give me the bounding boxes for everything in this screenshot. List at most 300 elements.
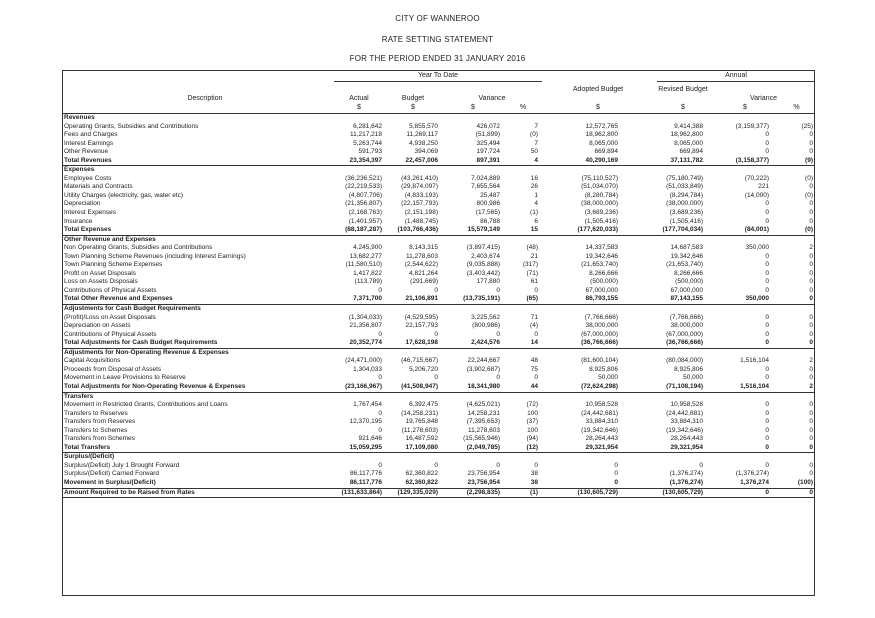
table-row — [62, 357, 815, 366]
revised-budget-header: Revised Budget — [658, 86, 708, 93]
row-value: (46,715,667) — [401, 357, 438, 365]
variance-header: Variance — [478, 95, 506, 102]
row-value: 0 — [765, 148, 769, 156]
row-value: 19,765,848 — [405, 418, 438, 426]
row-label: Depreciation — [64, 200, 101, 208]
row-value: 5,855,570 — [409, 122, 438, 130]
variance-dollar-unit: $ — [471, 104, 475, 111]
row-value: 19,342,646 — [585, 252, 618, 260]
row-value: 23,756,954 — [440, 479, 502, 488]
row-value: (51,034,070) — [581, 183, 618, 191]
row-value: (4) — [530, 322, 538, 330]
row-value — [502, 348, 540, 357]
row-value: 0 — [771, 339, 815, 348]
row-value — [540, 166, 620, 175]
row-label: Other Revenue — [64, 148, 109, 156]
row-value: 38,000,000 — [585, 322, 618, 330]
ytd-group-header: Year To Date — [417, 72, 459, 79]
row-value: 0 — [534, 374, 538, 382]
table-row — [62, 261, 815, 270]
row-label: Transfers to Schemes — [64, 426, 128, 434]
row-value — [332, 166, 384, 175]
row-value: 0 — [534, 461, 538, 469]
table-row — [62, 322, 815, 331]
variance-percent-unit: % — [519, 104, 527, 111]
row-value: 67,000,000 — [585, 286, 618, 294]
row-value: (129,335,029) — [384, 488, 440, 498]
row-value: 6 — [534, 217, 538, 225]
row-label: Utility Charges (electricity, gas, water etc) — [64, 191, 184, 199]
row-value — [705, 114, 771, 123]
row-value: (0) — [771, 226, 815, 235]
row-value: (130,605,729) — [540, 488, 620, 498]
row-value: 11,217,218 — [349, 131, 382, 139]
row-value: 50,000 — [598, 374, 618, 382]
row-value: 11,278,603 — [467, 426, 500, 434]
row-value: 0 — [809, 401, 813, 409]
actual-unit: $ — [357, 104, 361, 111]
row-value: 0 — [765, 269, 769, 277]
row-value: 0 — [765, 401, 769, 409]
row-value: (500,000) — [590, 278, 618, 286]
row-value — [440, 453, 502, 462]
row-value — [332, 305, 384, 314]
row-label: Total Expenses — [62, 226, 332, 235]
row-value: (3,403,442) — [466, 269, 500, 277]
annual-variance-header: Variance — [749, 95, 778, 102]
row-label: Town Planning Scheme Revenues (including Interest Earnings) — [64, 252, 246, 260]
row-value: 0 — [809, 261, 813, 269]
row-value: (14,258,231) — [401, 409, 438, 417]
row-value: 0 — [765, 435, 769, 443]
row-value: 86,793,155 — [540, 295, 620, 304]
row-value: 11,269,117 — [406, 131, 438, 139]
row-value — [620, 392, 705, 401]
row-label: Interest Expenses — [64, 209, 117, 217]
row-value: (36,236,521) — [345, 174, 382, 182]
row-value — [705, 392, 771, 401]
table-row — [62, 401, 815, 410]
table-row — [62, 148, 815, 157]
row-value: 0 — [765, 461, 769, 469]
table-row — [62, 427, 815, 436]
row-label: Materials and Contracts — [64, 183, 133, 191]
row-value: (1,401,957) — [348, 217, 382, 225]
row-value — [705, 305, 771, 314]
row-value: (3,902,687) — [466, 365, 500, 373]
row-value: 0 — [765, 261, 769, 269]
row-value: 0 — [809, 470, 813, 478]
row-value: 1,304,033 — [353, 365, 382, 373]
row-value: 7,371,700 — [332, 295, 384, 304]
row-value: (21,356,807) — [345, 200, 382, 208]
row-label: Fees and Charges — [64, 131, 118, 139]
row-value: 0 — [765, 217, 769, 225]
row-value: 6,281,642 — [353, 122, 382, 130]
group-header-rule — [334, 81, 542, 82]
row-value: 0 — [809, 139, 813, 147]
row-value: (81,600,104) — [581, 357, 618, 365]
description-header: Description — [187, 95, 223, 102]
total-row — [62, 226, 815, 235]
total-row — [62, 479, 815, 488]
row-value: 0 — [809, 374, 813, 382]
adopted-budget-header: Adopted Budget — [572, 86, 624, 93]
row-value: 0 — [765, 200, 769, 208]
table-row — [62, 253, 815, 262]
row-value: (65) — [502, 295, 540, 304]
row-value: 33,884,310 — [670, 418, 703, 426]
table-row — [62, 287, 815, 296]
row-value — [705, 348, 771, 357]
row-value — [332, 114, 384, 123]
row-label: (Profit)/Loss on Asset Disposals — [64, 313, 156, 321]
row-value: 0 — [378, 409, 382, 417]
row-value: 61 — [530, 278, 538, 286]
row-label: Operating Grants, Subsidies and Contributions — [64, 122, 199, 130]
row-value: 0 — [809, 217, 813, 225]
row-value: 71 — [530, 313, 538, 321]
row-value — [440, 114, 502, 123]
row-value: 0 — [705, 444, 771, 453]
row-value: 0 — [765, 365, 769, 373]
row-value — [705, 166, 771, 175]
row-value: (80,084,000) — [666, 357, 703, 365]
row-value: 17,109,080 — [384, 444, 440, 453]
row-value: 10,958,528 — [585, 401, 618, 409]
row-value: 0 — [765, 330, 769, 338]
row-value: 5,206,720 — [409, 365, 438, 373]
row-value — [771, 392, 815, 401]
row-value: (4,625,021) — [466, 401, 500, 409]
annual-group-header: Annual — [725, 72, 747, 79]
row-value: 0 — [765, 426, 769, 434]
row-label: Transfers to Reserves — [64, 409, 128, 417]
table-row — [62, 278, 815, 287]
row-value: (41,508,947) — [384, 383, 440, 392]
table-row — [62, 366, 815, 375]
row-value: 15,059,295 — [332, 444, 384, 453]
row-value: 0 — [378, 461, 382, 469]
row-value: (12) — [502, 444, 540, 453]
section-header-row — [62, 114, 815, 123]
table-row — [62, 192, 815, 201]
row-value: 8,065,000 — [589, 139, 618, 147]
row-value: 75 — [530, 365, 538, 373]
row-value: 0 — [771, 444, 815, 453]
row-value: 86,117,776 — [349, 470, 382, 478]
row-value: (88,187,287) — [332, 226, 384, 235]
row-value: 0 — [434, 374, 438, 382]
row-value — [771, 235, 815, 244]
row-value: 12,370,195 — [349, 418, 382, 426]
row-value: (51,033,849) — [666, 183, 703, 191]
row-value: 0 — [765, 286, 769, 294]
row-value: (7,766,666) — [584, 313, 618, 321]
row-label: Total Other Revenue and Expenses — [62, 295, 332, 304]
row-value: 0 — [705, 488, 771, 498]
row-value: (1,488,745) — [404, 217, 438, 225]
row-value: (29,874,097) — [401, 183, 438, 191]
row-value: (8,280,784) — [584, 191, 618, 199]
row-value: (3,897,415) — [466, 244, 500, 252]
row-label: Transfers — [64, 392, 94, 400]
total-row — [62, 383, 815, 392]
section-header-row — [62, 166, 815, 175]
row-value — [332, 392, 384, 401]
row-label: Proceeds from Disposal of Assets — [64, 365, 162, 373]
row-value: 0 — [809, 278, 813, 286]
row-value: (21,653,740) — [666, 261, 703, 269]
row-value: 14,687,583 — [670, 244, 703, 252]
row-label: Capital Acquisitions — [64, 357, 121, 365]
row-value: 0 — [614, 470, 618, 478]
row-value: 14 — [502, 339, 540, 348]
total-row — [62, 339, 815, 348]
table-row — [62, 123, 815, 132]
row-value: 0 — [434, 461, 438, 469]
row-value: 1,516,104 — [705, 383, 771, 392]
statement-title: RATE SETTING STATEMENT — [381, 35, 494, 44]
row-value: (21,653,740) — [581, 261, 618, 269]
row-value: 2 — [771, 383, 815, 392]
row-value — [332, 453, 384, 462]
row-value: 0 — [540, 479, 620, 488]
row-label: Interest Earnings — [64, 139, 114, 147]
row-value: 0 — [765, 313, 769, 321]
row-value: 3,225,562 — [471, 313, 500, 321]
row-value: 0 — [496, 461, 500, 469]
row-value: 21,356,807 — [349, 322, 382, 330]
row-value: 7 — [534, 122, 538, 130]
row-value — [440, 305, 502, 314]
row-value: 8,266,666 — [589, 269, 618, 277]
row-value: 1,376,274 — [705, 479, 771, 488]
row-value: 4,938,250 — [409, 139, 438, 147]
row-value: 29,321,954 — [620, 444, 705, 453]
row-value: (100) — [771, 479, 815, 488]
row-value: 38 — [530, 470, 538, 478]
table-row — [62, 462, 815, 471]
row-value: 5,263,744 — [353, 139, 382, 147]
row-value: 7,024,889 — [471, 174, 500, 182]
table-row — [62, 314, 815, 323]
row-value: 0 — [378, 374, 382, 382]
table-row — [62, 435, 815, 444]
table-row — [62, 140, 815, 149]
row-value: 325,494 — [476, 139, 500, 147]
row-value: (2,544,622) — [404, 261, 438, 269]
row-value: 21 — [530, 252, 538, 260]
row-value: 100 — [527, 409, 538, 417]
row-value: (1,505,416) — [669, 217, 703, 225]
row-value: (7,395,653) — [466, 418, 500, 426]
row-label: Town Planning Scheme Expenses — [64, 261, 163, 269]
row-value: 350,000 — [705, 295, 771, 304]
row-value: 0 — [765, 278, 769, 286]
statement-table — [62, 114, 815, 498]
row-value: 0 — [809, 409, 813, 417]
row-value: (22,219,533) — [345, 183, 382, 191]
row-value — [440, 235, 502, 244]
row-value: 1,516,104 — [740, 357, 769, 365]
row-value: (1,376,274) — [620, 479, 705, 488]
row-value: 0 — [809, 313, 813, 321]
row-label: Total Transfers — [62, 444, 332, 453]
row-value: (131,633,864) — [332, 488, 384, 498]
row-value: (67,000,000) — [666, 330, 703, 338]
row-value: 0 — [809, 183, 813, 191]
row-value: 86,788 — [480, 217, 500, 225]
row-label: Movement in Restricted Grants, Contributions and Loans — [64, 401, 228, 409]
row-value: 8,925,806 — [589, 365, 618, 373]
row-value: 23,354,397 — [332, 157, 384, 166]
row-value: 1 — [534, 191, 538, 199]
row-value — [502, 305, 540, 314]
row-value — [620, 348, 705, 357]
row-value — [705, 235, 771, 244]
table-row — [62, 418, 815, 427]
row-value: (38,000,000) — [666, 200, 703, 208]
row-value: 221 — [758, 183, 769, 191]
row-value: (22,157,793) — [401, 200, 438, 208]
row-value — [502, 114, 540, 123]
row-value: (130,605,729) — [620, 488, 705, 498]
row-value: (84,001) — [705, 226, 771, 235]
row-label: Amount Required to be Raised from Rates — [62, 488, 332, 498]
row-value: 0 — [705, 339, 771, 348]
row-value: 50,000 — [683, 374, 703, 382]
row-value: 0 — [496, 286, 500, 294]
row-value: 37,131,782 — [620, 157, 705, 166]
row-value: (36,766,666) — [620, 339, 705, 348]
row-value — [620, 305, 705, 314]
row-value: 177,880 — [476, 278, 500, 286]
row-value: (24,442,681) — [666, 409, 703, 417]
row-value: 17,628,198 — [384, 339, 440, 348]
row-value: (4,807,706) — [348, 191, 382, 199]
row-value: 26 — [530, 183, 538, 191]
entity-title: CITY OF WANNEROO — [395, 14, 480, 23]
row-value: 0 — [765, 209, 769, 217]
row-value: 10,958,528 — [670, 401, 703, 409]
row-label: Loss on Assets Disposals — [64, 278, 138, 286]
row-value: 0 — [809, 209, 813, 217]
row-value: 2 — [809, 244, 813, 252]
row-value: 0 — [809, 269, 813, 277]
row-value: 0 — [765, 409, 769, 417]
row-value: 2,424,576 — [440, 339, 502, 348]
row-value: 0 — [765, 139, 769, 147]
row-value: 22,157,793 — [405, 322, 438, 330]
row-value: (0) — [805, 191, 813, 199]
row-label: Total Revenues — [62, 157, 332, 166]
row-value — [540, 305, 620, 314]
row-value: 9,414,388 — [674, 122, 703, 130]
table-row — [62, 270, 815, 279]
row-value: (0) — [530, 131, 538, 139]
row-value — [502, 453, 540, 462]
row-value: 8,143,315 — [409, 244, 438, 252]
row-value: (23,166,967) — [332, 383, 384, 392]
row-value: 11,278,603 — [405, 252, 438, 260]
total-row — [62, 444, 815, 453]
section-header-row — [62, 235, 815, 244]
row-value — [440, 392, 502, 401]
row-value: (113,789) — [354, 278, 382, 286]
row-value: 0 — [809, 426, 813, 434]
row-value: 800,986 — [476, 200, 500, 208]
row-value: 0 — [534, 330, 538, 338]
row-value: 0 — [771, 488, 815, 498]
row-label: Adjustments for Cash Budget Requirements — [64, 305, 201, 313]
table-row — [62, 183, 815, 192]
row-value: (3,159,377) — [735, 122, 769, 130]
row-value — [620, 166, 705, 175]
row-value: 62,360,822 — [384, 479, 440, 488]
row-value: (9) — [771, 157, 815, 166]
row-value: 1,767,454 — [353, 401, 382, 409]
row-value: 50 — [530, 148, 538, 156]
row-value: 0 — [809, 252, 813, 260]
row-value: 0 — [809, 200, 813, 208]
row-value: (317) — [522, 261, 538, 269]
row-value: (19,342,646) — [666, 426, 703, 434]
row-value: 38 — [502, 479, 540, 488]
row-value: (0) — [805, 174, 813, 182]
row-value: 7 — [534, 139, 538, 147]
table-row — [62, 131, 815, 140]
row-value — [620, 235, 705, 244]
row-value: 2,403,674 — [471, 252, 500, 260]
row-value: (4,529,595) — [404, 313, 438, 321]
row-value — [384, 166, 440, 175]
row-value: 0 — [614, 461, 618, 469]
row-value: (38,000,000) — [581, 200, 618, 208]
row-value: 0 — [809, 330, 813, 338]
row-value: 0 — [765, 374, 769, 382]
section-header-row — [62, 348, 815, 357]
row-value: 0 — [378, 286, 382, 294]
row-value: (15,565,946) — [463, 435, 500, 443]
row-value: (13,735,191) — [440, 295, 502, 304]
annual-group-rule — [657, 81, 815, 82]
annual-variance-percent-unit: % — [793, 104, 800, 111]
row-value: 0 — [765, 322, 769, 330]
row-value — [771, 166, 815, 175]
row-label: Surplus/(Deficit) July 1 Brought Forward — [64, 461, 180, 469]
section-header-row — [62, 453, 815, 462]
row-value: 4,245,900 — [353, 244, 382, 252]
row-value: (24,442,681) — [581, 409, 618, 417]
row-value — [502, 235, 540, 244]
row-value — [384, 348, 440, 357]
row-value: (94) — [526, 435, 538, 443]
row-value: 350,000 — [745, 244, 769, 252]
row-value: 0 — [496, 374, 500, 382]
row-value: 38,000,000 — [670, 322, 703, 330]
row-value: (177,704,034) — [620, 226, 705, 235]
row-value: 0 — [809, 131, 813, 139]
row-value: 0 — [378, 426, 382, 434]
row-value: (1,376,274) — [735, 470, 769, 478]
row-value: 0 — [765, 131, 769, 139]
row-value: 21,106,891 — [384, 295, 440, 304]
row-value: 0 — [434, 330, 438, 338]
statement-rows — [62, 114, 815, 498]
row-value: 16,487,592 — [405, 435, 438, 443]
row-value: 18,341,980 — [440, 383, 502, 392]
